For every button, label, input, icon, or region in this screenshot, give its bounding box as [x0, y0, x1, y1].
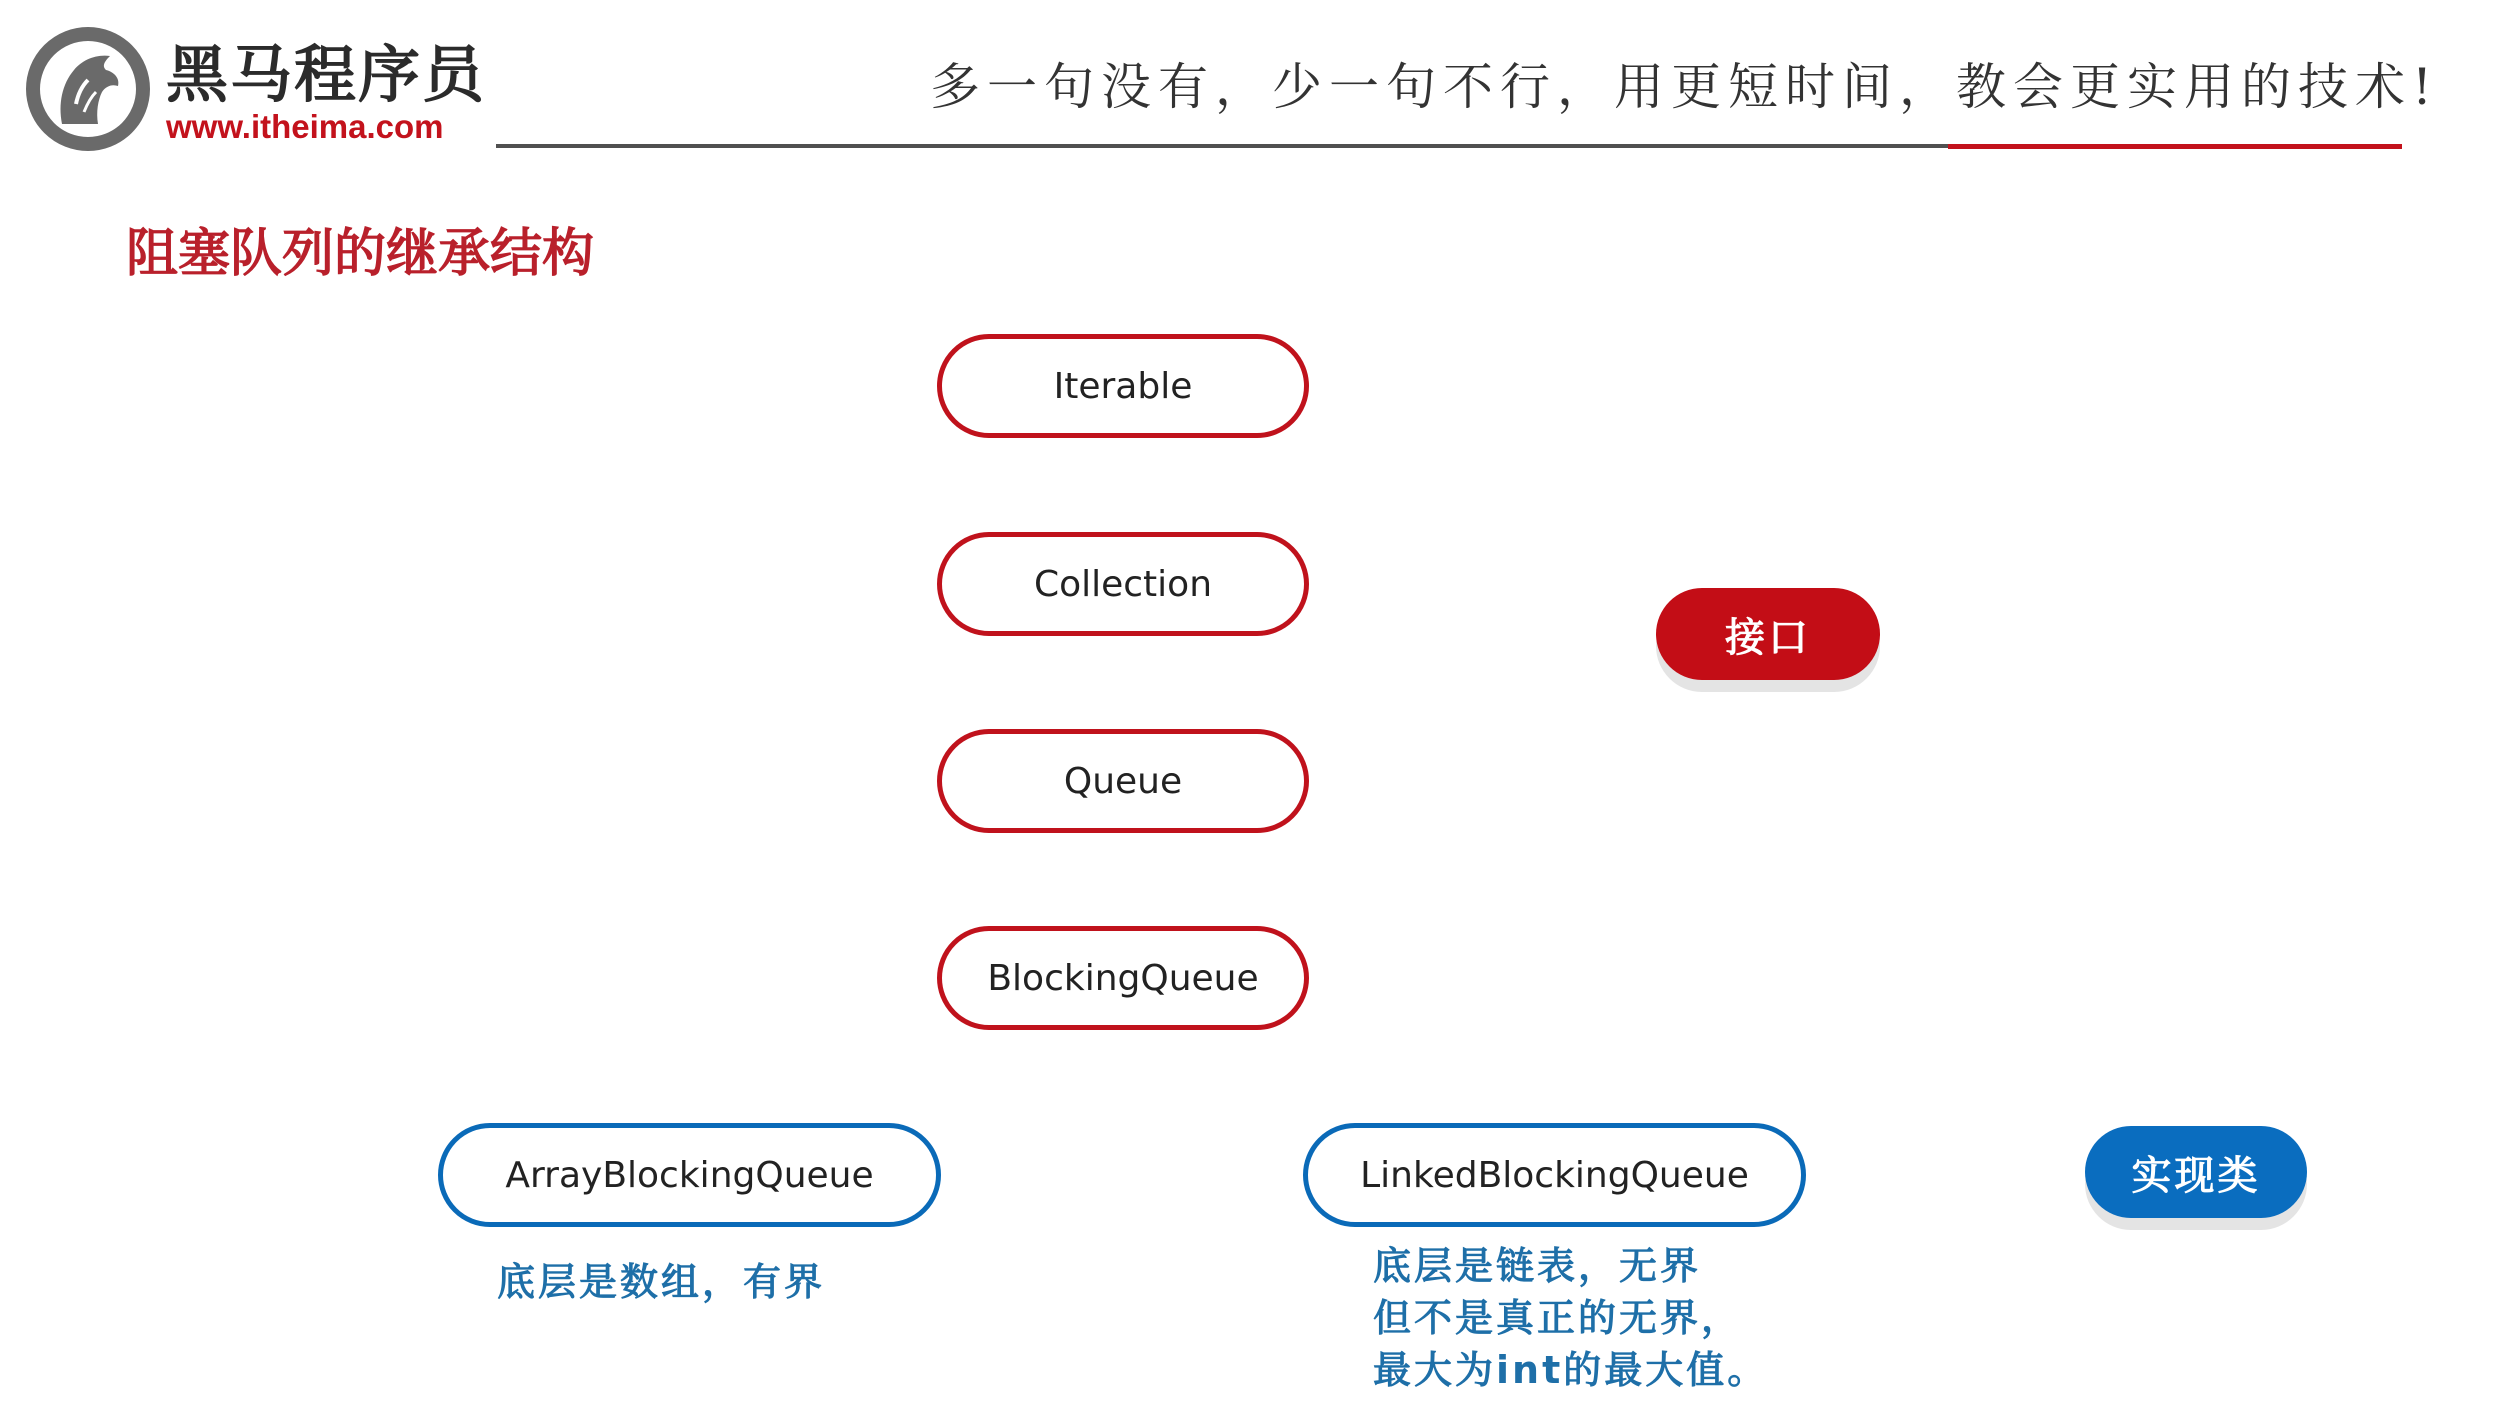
- node-blockingqueue: BlockingQueue: [937, 926, 1309, 1030]
- note-arrayblockingqueue: [497, 1256, 825, 1308]
- brand-name: 黑马程序员: [166, 38, 487, 111]
- note-line: 最大为int的最大值。: [1373, 1348, 1769, 1392]
- brand-url: www.itheima.com: [166, 108, 444, 145]
- legend-interface: 接口: [1656, 588, 1880, 680]
- node-arrayblockingqueue: ArrayBlockingQueue: [438, 1123, 941, 1227]
- header-divider: [496, 144, 1948, 148]
- header-slogan: 多一句没有，少一句不行，用更短时间，教会更实用的技术!: [930, 58, 2440, 116]
- note-line: 但不是真正的无界，: [1373, 1296, 1743, 1340]
- node-iterable: Iterable: [937, 334, 1309, 438]
- node-collection: Collection: [937, 532, 1309, 636]
- page-title: 阻塞队列的继承结构: [126, 224, 595, 284]
- note-line: 底层是链表，无界: [1373, 1244, 1702, 1288]
- header-divider-accent: [1948, 144, 2402, 149]
- node-queue: Queue: [937, 729, 1309, 833]
- note-line: 底层是数组，有界: [497, 1260, 826, 1304]
- node-linkedblockingqueue: LinkedBlockingQueue: [1303, 1123, 1806, 1227]
- horse-head-logo-icon: [22, 26, 154, 152]
- legend-implementation: 实现类: [2085, 1126, 2307, 1218]
- note-linkedblockingqueue: [1373, 1240, 1768, 1396]
